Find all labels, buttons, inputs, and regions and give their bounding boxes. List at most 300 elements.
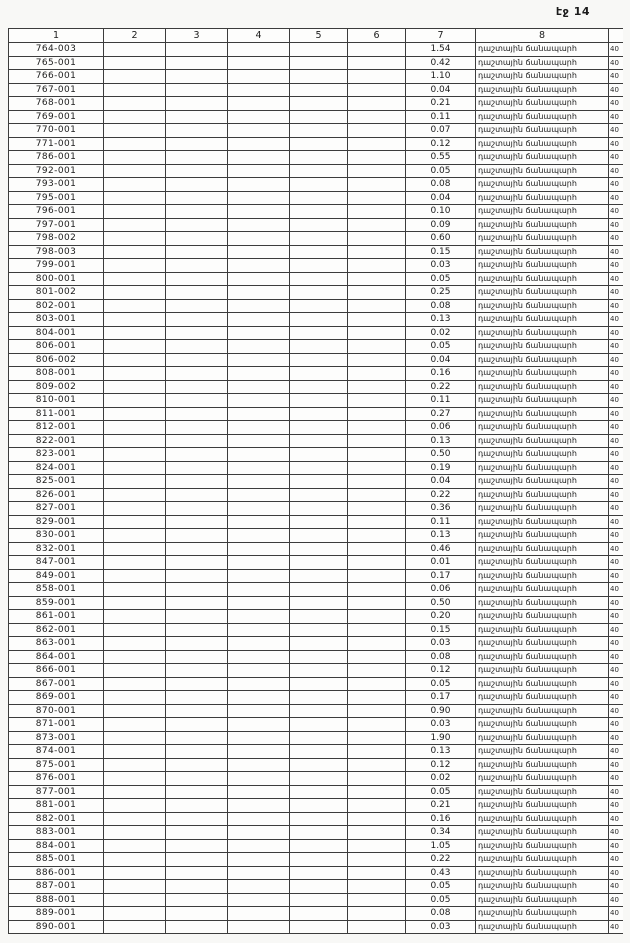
cell-col6 — [348, 799, 406, 813]
cell-col3 — [166, 340, 228, 354]
header-row — [9, 29, 623, 43]
cell-id: 771-001 — [9, 137, 104, 151]
cell-col5 — [290, 421, 348, 435]
cell-id: 847-001 — [9, 556, 104, 570]
table-row — [9, 151, 623, 165]
cell-edge: 40 — [609, 542, 623, 556]
cell-col5 — [290, 880, 348, 894]
cell-id: 792-001 — [9, 164, 104, 178]
cell-col6 — [348, 488, 406, 502]
cell-col3 — [166, 164, 228, 178]
cell-edge: 40 — [609, 596, 623, 610]
cell-edge: 40 — [609, 812, 623, 826]
cell-id: 769-001 — [9, 110, 104, 124]
cell-col6 — [348, 677, 406, 691]
cell-col6 — [348, 245, 406, 259]
cell-col2 — [104, 326, 166, 340]
cell-col6 — [348, 259, 406, 273]
cell-col4 — [228, 83, 290, 97]
cell-value: 0.13 — [406, 434, 476, 448]
cell-col4 — [228, 731, 290, 745]
cell-col6 — [348, 745, 406, 759]
cell-edge: 40 — [609, 313, 623, 327]
cell-col2 — [104, 826, 166, 840]
cell-col2 — [104, 70, 166, 84]
cell-col6 — [348, 56, 406, 70]
cell-col4 — [228, 461, 290, 475]
cell-col3 — [166, 434, 228, 448]
cell-edge: 40 — [609, 340, 623, 354]
cell-col5 — [290, 326, 348, 340]
cell-col3 — [166, 259, 228, 273]
table-row — [9, 461, 623, 475]
cell-col4 — [228, 448, 290, 462]
cell-col3 — [166, 502, 228, 516]
cell-col2 — [104, 920, 166, 934]
cell-col4 — [228, 124, 290, 138]
cell-road: դաշտային ճանապարհ — [476, 772, 609, 786]
cell-col5 — [290, 583, 348, 597]
cell-id: 810-001 — [9, 394, 104, 408]
cell-col2 — [104, 893, 166, 907]
table-row — [9, 70, 623, 84]
cell-col5 — [290, 718, 348, 732]
cell-col5 — [290, 515, 348, 529]
cell-col5 — [290, 704, 348, 718]
cell-col2 — [104, 367, 166, 381]
cell-road: դաշտային ճանապարհ — [476, 758, 609, 772]
cell-col4 — [228, 488, 290, 502]
cell-id: 890-001 — [9, 920, 104, 934]
cell-road: դաշտային ճանապարհ — [476, 110, 609, 124]
table-row — [9, 191, 623, 205]
cell-col5 — [290, 691, 348, 705]
cell-col2 — [104, 772, 166, 786]
table-row — [9, 718, 623, 732]
cell-col3 — [166, 785, 228, 799]
cell-col5 — [290, 529, 348, 543]
cell-col3 — [166, 772, 228, 786]
cell-value: 0.13 — [406, 745, 476, 759]
cell-col6 — [348, 664, 406, 678]
table-body — [9, 43, 623, 934]
cell-col6 — [348, 434, 406, 448]
cell-id: 796-001 — [9, 205, 104, 219]
cell-col4 — [228, 610, 290, 624]
cell-edge: 40 — [609, 529, 623, 543]
cell-col6 — [348, 772, 406, 786]
cell-col2 — [104, 461, 166, 475]
cell-col4 — [228, 178, 290, 192]
cell-col6 — [348, 893, 406, 907]
cell-col3 — [166, 299, 228, 313]
cell-col4 — [228, 475, 290, 489]
cell-edge: 40 — [609, 907, 623, 921]
cell-col4 — [228, 799, 290, 813]
cell-col2 — [104, 137, 166, 151]
cell-col3 — [166, 178, 228, 192]
table-row — [9, 677, 623, 691]
cell-id: 825-001 — [9, 475, 104, 489]
cell-edge: 40 — [609, 110, 623, 124]
cell-col5 — [290, 56, 348, 70]
table-row — [9, 704, 623, 718]
cell-col5 — [290, 596, 348, 610]
table-row — [9, 502, 623, 516]
table-row — [9, 340, 623, 354]
cell-value: 0.04 — [406, 83, 476, 97]
cell-road: դաշտային ճանապարհ — [476, 70, 609, 84]
table-row — [9, 272, 623, 286]
cell-col4 — [228, 326, 290, 340]
cell-col4 — [228, 110, 290, 124]
cell-value: 0.03 — [406, 637, 476, 651]
table-row — [9, 407, 623, 421]
cell-edge: 40 — [609, 218, 623, 232]
table-row — [9, 623, 623, 637]
cell-col4 — [228, 245, 290, 259]
cell-col5 — [290, 448, 348, 462]
cell-col4 — [228, 758, 290, 772]
table-row — [9, 43, 623, 57]
cell-road: դաշտային ճանապարհ — [476, 407, 609, 421]
cell-col6 — [348, 475, 406, 489]
cell-value: 0.60 — [406, 232, 476, 246]
cell-id: 799-001 — [9, 259, 104, 273]
cell-col6 — [348, 461, 406, 475]
cell-value: 0.03 — [406, 920, 476, 934]
cell-road: դաշտային ճանապարհ — [476, 326, 609, 340]
table-row — [9, 826, 623, 840]
cell-col4 — [228, 664, 290, 678]
cell-road: դաշտային ճանապարհ — [476, 610, 609, 624]
cell-col6 — [348, 569, 406, 583]
cell-col4 — [228, 137, 290, 151]
cell-col5 — [290, 866, 348, 880]
cell-col4 — [228, 853, 290, 867]
cell-value: 0.05 — [406, 340, 476, 354]
cell-value: 0.03 — [406, 718, 476, 732]
cell-value: 0.05 — [406, 785, 476, 799]
cell-edge: 40 — [609, 853, 623, 867]
cell-col2 — [104, 191, 166, 205]
cell-col4 — [228, 259, 290, 273]
cell-road: դաշտային ճանապարհ — [476, 137, 609, 151]
table-row — [9, 205, 623, 219]
cell-col5 — [290, 542, 348, 556]
cell-col4 — [228, 839, 290, 853]
cell-col5 — [290, 772, 348, 786]
cell-col2 — [104, 259, 166, 273]
cell-col5 — [290, 785, 348, 799]
cell-road: դաշտային ճանապարհ — [476, 515, 609, 529]
cell-col6 — [348, 407, 406, 421]
cell-col2 — [104, 97, 166, 111]
cell-col4 — [228, 407, 290, 421]
cell-value: 0.13 — [406, 313, 476, 327]
cell-edge: 40 — [609, 677, 623, 691]
cell-col3 — [166, 799, 228, 813]
cell-edge: 40 — [609, 475, 623, 489]
cell-edge: 40 — [609, 43, 623, 57]
cell-id: 829-001 — [9, 515, 104, 529]
cell-value: 0.25 — [406, 286, 476, 300]
cell-col4 — [228, 812, 290, 826]
table-row — [9, 313, 623, 327]
cell-value: 0.08 — [406, 650, 476, 664]
cell-id: 881-001 — [9, 799, 104, 813]
cell-value: 0.06 — [406, 583, 476, 597]
table-row — [9, 880, 623, 894]
cell-col4 — [228, 380, 290, 394]
cell-col4 — [228, 677, 290, 691]
cell-col3 — [166, 286, 228, 300]
cell-road: դաշտային ճանապարհ — [476, 191, 609, 205]
cell-value: 0.36 — [406, 502, 476, 516]
cell-col3 — [166, 421, 228, 435]
cell-col6 — [348, 205, 406, 219]
cell-value: 1.54 — [406, 43, 476, 57]
cell-col2 — [104, 502, 166, 516]
cell-col2 — [104, 232, 166, 246]
cell-id: 863-001 — [9, 637, 104, 651]
cell-col3 — [166, 529, 228, 543]
page-number-label: էջ 14 — [555, 5, 590, 18]
cell-road: դաշտային ճանապարհ — [476, 83, 609, 97]
cell-col5 — [290, 488, 348, 502]
cell-id: 874-001 — [9, 745, 104, 759]
cell-col4 — [228, 920, 290, 934]
cell-id: 800-001 — [9, 272, 104, 286]
cell-value: 0.05 — [406, 880, 476, 894]
cell-col3 — [166, 853, 228, 867]
cell-col4 — [228, 353, 290, 367]
cell-col4 — [228, 907, 290, 921]
cell-value: 1.05 — [406, 839, 476, 853]
cell-id: 798-002 — [9, 232, 104, 246]
cell-id: 864-001 — [9, 650, 104, 664]
cell-col5 — [290, 367, 348, 381]
table-row — [9, 367, 623, 381]
cell-col4 — [228, 421, 290, 435]
cell-id: 823-001 — [9, 448, 104, 462]
cell-col5 — [290, 178, 348, 192]
cell-id: 824-001 — [9, 461, 104, 475]
cell-id: 786-001 — [9, 151, 104, 165]
table-row — [9, 515, 623, 529]
cell-col5 — [290, 434, 348, 448]
cell-id: 876-001 — [9, 772, 104, 786]
table-row — [9, 56, 623, 70]
cell-road: դաշտային ճանապարհ — [476, 340, 609, 354]
cell-col2 — [104, 556, 166, 570]
cell-col5 — [290, 556, 348, 570]
table-row — [9, 772, 623, 786]
cell-col2 — [104, 853, 166, 867]
cell-id: 764-003 — [9, 43, 104, 57]
cell-col5 — [290, 70, 348, 84]
column-header-7: 7 — [406, 29, 476, 43]
table-row — [9, 178, 623, 192]
cell-col3 — [166, 583, 228, 597]
cell-road: դաշտային ճանապարհ — [476, 205, 609, 219]
cell-col2 — [104, 569, 166, 583]
table-row — [9, 596, 623, 610]
cell-col3 — [166, 907, 228, 921]
cell-value: 0.15 — [406, 623, 476, 637]
cell-road: դաշտային ճանապարհ — [476, 596, 609, 610]
cell-col3 — [166, 407, 228, 421]
cell-col6 — [348, 83, 406, 97]
cell-id: 806-002 — [9, 353, 104, 367]
cell-col4 — [228, 232, 290, 246]
cell-value: 0.50 — [406, 596, 476, 610]
cell-col2 — [104, 448, 166, 462]
cell-edge: 40 — [609, 515, 623, 529]
cell-edge: 40 — [609, 502, 623, 516]
cell-col4 — [228, 529, 290, 543]
cell-col5 — [290, 502, 348, 516]
cell-col3 — [166, 866, 228, 880]
cell-col5 — [290, 664, 348, 678]
cell-road: դաշտային ճանապարհ — [476, 259, 609, 273]
cell-col2 — [104, 758, 166, 772]
cell-id: 770-001 — [9, 124, 104, 138]
table-row — [9, 448, 623, 462]
cell-col5 — [290, 893, 348, 907]
cell-id: 858-001 — [9, 583, 104, 597]
cell-road: դաշտային ճանապարհ — [476, 893, 609, 907]
cell-id: 867-001 — [9, 677, 104, 691]
cell-col6 — [348, 353, 406, 367]
table-row — [9, 839, 623, 853]
cell-col4 — [228, 893, 290, 907]
cell-col2 — [104, 164, 166, 178]
cell-road: դաշտային ճանապարհ — [476, 745, 609, 759]
cell-value: 0.22 — [406, 488, 476, 502]
cell-id: 870-001 — [9, 704, 104, 718]
cell-value: 0.06 — [406, 421, 476, 435]
cell-col3 — [166, 893, 228, 907]
cell-col6 — [348, 448, 406, 462]
cell-col3 — [166, 380, 228, 394]
cell-id: 830-001 — [9, 529, 104, 543]
cell-col2 — [104, 56, 166, 70]
cell-col3 — [166, 56, 228, 70]
cell-id: 809-002 — [9, 380, 104, 394]
table-row — [9, 475, 623, 489]
cell-col5 — [290, 124, 348, 138]
table-row — [9, 529, 623, 543]
cell-edge: 40 — [609, 556, 623, 570]
cell-value: 0.20 — [406, 610, 476, 624]
column-header-3: 3 — [166, 29, 228, 43]
cell-col5 — [290, 407, 348, 421]
cell-value: 0.42 — [406, 56, 476, 70]
cell-road: դաշտային ճանապարհ — [476, 880, 609, 894]
cell-road: դաշտային ճանապարհ — [476, 556, 609, 570]
table-row — [9, 124, 623, 138]
cell-edge: 40 — [609, 610, 623, 624]
cell-road: դաշտային ճանապարհ — [476, 232, 609, 246]
cell-value: 0.05 — [406, 893, 476, 907]
cell-col6 — [348, 299, 406, 313]
table-row — [9, 664, 623, 678]
cell-col6 — [348, 97, 406, 111]
cell-col2 — [104, 623, 166, 637]
cell-road: դաշտային ճանապարհ — [476, 718, 609, 732]
cell-col3 — [166, 43, 228, 57]
table-row — [9, 785, 623, 799]
cell-edge: 40 — [609, 799, 623, 813]
cell-col4 — [228, 785, 290, 799]
cell-value: 1.90 — [406, 731, 476, 745]
cell-value: 0.07 — [406, 124, 476, 138]
cell-road: դաշտային ճանապարհ — [476, 245, 609, 259]
cell-col2 — [104, 421, 166, 435]
cell-road: դաշտային ճանապարհ — [476, 421, 609, 435]
cell-edge: 40 — [609, 731, 623, 745]
cell-col6 — [348, 907, 406, 921]
cell-col5 — [290, 191, 348, 205]
cell-edge: 40 — [609, 178, 623, 192]
table-row — [9, 745, 623, 759]
cell-id: 866-001 — [9, 664, 104, 678]
cell-id: 885-001 — [9, 853, 104, 867]
cell-edge: 40 — [609, 380, 623, 394]
cell-col3 — [166, 191, 228, 205]
cell-road: դաշտային ճանապարհ — [476, 394, 609, 408]
cell-road: դաշտային ճանապարհ — [476, 637, 609, 651]
cell-col3 — [166, 839, 228, 853]
cell-col2 — [104, 799, 166, 813]
cell-value: 0.05 — [406, 272, 476, 286]
cell-col2 — [104, 286, 166, 300]
table-row — [9, 353, 623, 367]
cell-col2 — [104, 542, 166, 556]
cell-col5 — [290, 286, 348, 300]
cell-col2 — [104, 745, 166, 759]
table-row — [9, 286, 623, 300]
cell-col6 — [348, 583, 406, 597]
cell-col3 — [166, 596, 228, 610]
cell-road: դաշտային ճանապարհ — [476, 839, 609, 853]
cell-col2 — [104, 124, 166, 138]
cell-col3 — [166, 623, 228, 637]
cell-col6 — [348, 178, 406, 192]
cell-col3 — [166, 556, 228, 570]
cell-edge: 40 — [609, 704, 623, 718]
cell-col6 — [348, 704, 406, 718]
cell-col5 — [290, 164, 348, 178]
cell-value: 0.04 — [406, 475, 476, 489]
cell-edge: 40 — [609, 97, 623, 111]
cell-col5 — [290, 353, 348, 367]
cell-edge: 40 — [609, 151, 623, 165]
cell-edge: 40 — [609, 745, 623, 759]
cell-edge: 40 — [609, 583, 623, 597]
cell-col6 — [348, 502, 406, 516]
cell-id: 822-001 — [9, 434, 104, 448]
cell-col2 — [104, 637, 166, 651]
cell-value: 0.13 — [406, 529, 476, 543]
cell-col2 — [104, 691, 166, 705]
cell-edge: 40 — [609, 785, 623, 799]
cell-col3 — [166, 637, 228, 651]
table-row — [9, 920, 623, 934]
cell-col3 — [166, 124, 228, 138]
table-row — [9, 421, 623, 435]
